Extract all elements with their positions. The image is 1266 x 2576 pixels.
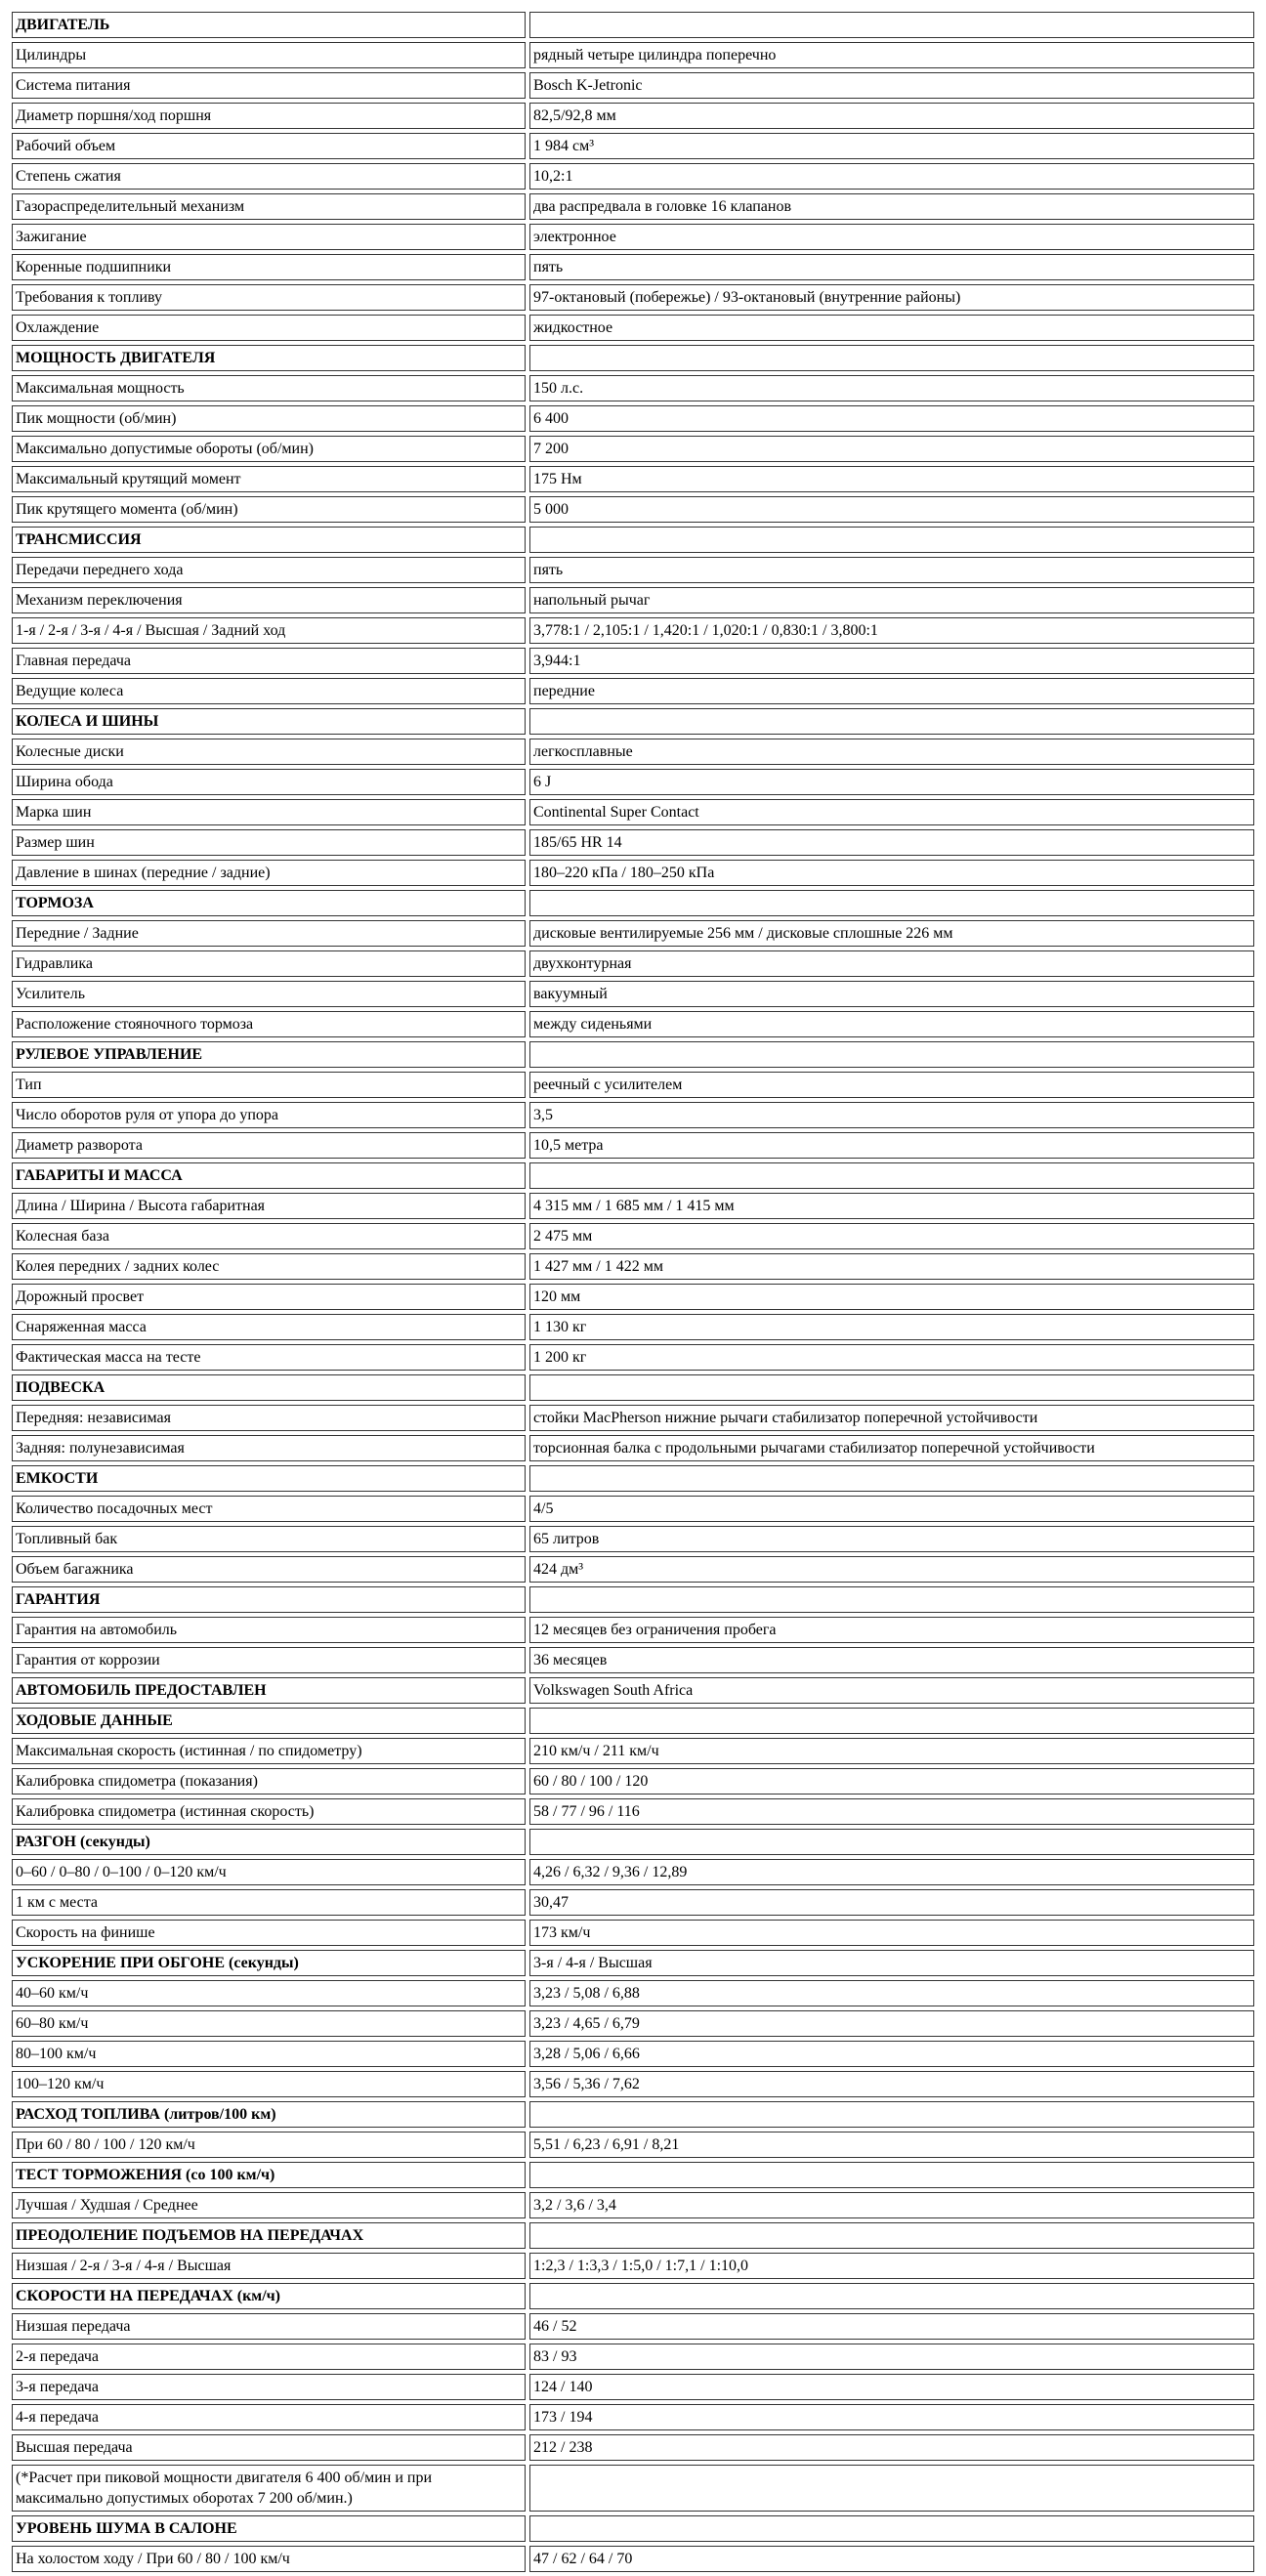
spec-value: 1 427 мм / 1 422 мм: [529, 1253, 1254, 1280]
spec-value: [529, 2222, 1254, 2249]
spec-value: 82,5/92,8 мм: [529, 103, 1254, 129]
section-title: УРОВЕНЬ ШУМА В САЛОНЕ: [12, 2515, 526, 2542]
spec-value: электронное: [529, 224, 1254, 250]
spec-label: Тип: [12, 1072, 526, 1098]
section-title: УСКОРЕНИЕ ПРИ ОБГОНЕ (секунды): [12, 1950, 526, 1976]
table-row: [12, 617, 1254, 644]
spec-value: 3,5: [529, 1102, 1254, 1128]
spec-label: Давление в шинах (передние / задние): [12, 860, 526, 886]
spec-value: 124 / 140: [529, 2374, 1254, 2400]
spec-value: [529, 2283, 1254, 2309]
table-row: [12, 981, 1254, 1007]
spec-value: 173 км/ч: [529, 1920, 1254, 1946]
table-row: [12, 1314, 1254, 1340]
table-row: [12, 1132, 1254, 1159]
spec-label: 4-я передача: [12, 2404, 526, 2430]
spec-label: Передачи переднего хода: [12, 557, 526, 583]
table-row: [12, 2434, 1254, 2461]
spec-value: [529, 708, 1254, 735]
section-title: СКОРОСТИ НА ПЕРЕДАЧАХ (км/ч): [12, 2283, 526, 2309]
section-title: ДВИГАТЕЛЬ: [12, 12, 526, 38]
spec-value: [529, 890, 1254, 916]
spec-value: 65 литров: [529, 1526, 1254, 1552]
spec-value: 1 200 кг: [529, 1344, 1254, 1371]
table-row: [12, 2404, 1254, 2430]
spec-label: Гарантия от коррозии: [12, 1647, 526, 1673]
spec-value: [529, 1586, 1254, 1613]
section-header-row: [12, 2162, 1254, 2188]
spec-value: 180–220 кПа / 180–250 кПа: [529, 860, 1254, 886]
table-row: [12, 1344, 1254, 1371]
section-title: РУЛЕВОЕ УПРАВЛЕНИЕ: [12, 1041, 526, 1068]
spec-value: 2 475 мм: [529, 1223, 1254, 1249]
table-row: [12, 2041, 1254, 2067]
spec-label: Передние / Задние: [12, 920, 526, 947]
spec-value: [529, 1465, 1254, 1492]
table-row: [12, 2546, 1254, 2572]
spec-value: [529, 2515, 1254, 2542]
spec-label: Фактическая масса на тесте: [12, 1344, 526, 1371]
table-row: [12, 103, 1254, 129]
spec-label: Размер шин: [12, 829, 526, 856]
table-row: [12, 950, 1254, 977]
spec-value: [529, 1041, 1254, 1068]
section-header-row: [12, 1374, 1254, 1401]
spec-value: [529, 1829, 1254, 1855]
section-title: ТЕСТ ТОРМОЖЕНИЯ (со 100 км/ч): [12, 2162, 526, 2188]
spec-value: 3,2 / 3,6 / 3,4: [529, 2192, 1254, 2218]
section-header-row: [12, 1829, 1254, 1855]
section-header-row: [12, 1708, 1254, 1734]
spec-value: [529, 345, 1254, 371]
section-header-row: [12, 708, 1254, 735]
spec-value: 5,51 / 6,23 / 6,91 / 8,21: [529, 2132, 1254, 2158]
spec-label: Диаметр поршня/ход поршня: [12, 103, 526, 129]
spec-label: Высшая передача: [12, 2434, 526, 2461]
spec-value: 10,2:1: [529, 163, 1254, 190]
section-title: ЕМКОСТИ: [12, 1465, 526, 1492]
spec-value: 3,23 / 4,65 / 6,79: [529, 2010, 1254, 2037]
table-row: [12, 1768, 1254, 1795]
spec-value: 150 л.с.: [529, 375, 1254, 401]
table-row: [12, 1284, 1254, 1310]
section-title: ХОДОВЫЕ ДАННЫЕ: [12, 1708, 526, 1734]
section-header-row: [12, 1950, 1254, 1976]
spec-label: Передняя: независимая: [12, 1405, 526, 1431]
spec-label: 1 км с места: [12, 1889, 526, 1916]
spec-label: Скорость на финише: [12, 1920, 526, 1946]
spec-value: Volkswagen South Africa: [529, 1677, 1254, 1704]
spec-label: Количество посадочных мест: [12, 1496, 526, 1522]
spec-label: 60–80 км/ч: [12, 2010, 526, 2037]
spec-label: Максимальная скорость (истинная / по спидометру): [12, 1738, 526, 1764]
section-header-row: [12, 2101, 1254, 2128]
spec-label: Главная передача: [12, 648, 526, 674]
spec-value: вакуумный: [529, 981, 1254, 1007]
spec-label: Система питания: [12, 72, 526, 99]
spec-label: На холостом ходу / При 60 / 80 / 100 км/ч: [12, 2546, 526, 2572]
spec-label: Число оборотов руля от упора до упора: [12, 1102, 526, 1128]
spec-label: Колея передних / задних колес: [12, 1253, 526, 1280]
spec-label: Объем багажника: [12, 1556, 526, 1583]
section-title: КОЛЕСА И ШИНЫ: [12, 708, 526, 735]
spec-value: реечный с усилителем: [529, 1072, 1254, 1098]
spec-label: Зажигание: [12, 224, 526, 250]
table-row: [12, 1889, 1254, 1916]
spec-value: 6 J: [529, 769, 1254, 795]
table-row: [12, 2344, 1254, 2370]
table-row: [12, 405, 1254, 432]
table-row: [12, 2132, 1254, 2158]
spec-value: торсионная балка с продольными рычагами стабилизатор поперечной устойчивости: [529, 1435, 1254, 1461]
table-row: [12, 860, 1254, 886]
spec-value: 7 200: [529, 436, 1254, 462]
spec-value: передние: [529, 678, 1254, 704]
spec-value: 3,944:1: [529, 648, 1254, 674]
spec-value: 12 месяцев без ограничения пробега: [529, 1617, 1254, 1643]
spec-label: Ведущие колеса: [12, 678, 526, 704]
table-row: [12, 1617, 1254, 1643]
table-row: [12, 2192, 1254, 2218]
spec-label: 1-я / 2-я / 3-я / 4-я / Высшая / Задний ход: [12, 617, 526, 644]
spec-value: 120 мм: [529, 1284, 1254, 1310]
table-row: [12, 375, 1254, 401]
table-row: [12, 1435, 1254, 1461]
table-row: [12, 1193, 1254, 1219]
spec-value: [529, 2162, 1254, 2188]
table-row: [12, 1496, 1254, 1522]
table-row: [12, 1102, 1254, 1128]
table-row: [12, 1738, 1254, 1764]
section-header-row: [12, 345, 1254, 371]
spec-value: 175 Нм: [529, 466, 1254, 492]
spec-value: 60 / 80 / 100 / 120: [529, 1768, 1254, 1795]
table-row: [12, 920, 1254, 947]
spec-table-body: [12, 12, 1254, 2572]
spec-value: 1:2,3 / 1:3,3 / 1:5,0 / 1:7,1 / 1:10,0: [529, 2253, 1254, 2279]
section-header-row: [12, 1677, 1254, 1704]
section-title: ПОДВЕСКА: [12, 1374, 526, 1401]
section-header-row: [12, 2283, 1254, 2309]
spec-label: 0–60 / 0–80 / 0–100 / 0–120 км/ч: [12, 1859, 526, 1885]
spec-value: напольный рычаг: [529, 587, 1254, 613]
spec-value: 97-октановый (побережье) / 93-октановый (внутренние районы): [529, 284, 1254, 311]
spec-value: [529, 2465, 1254, 2512]
section-title: ТОРМОЗА: [12, 890, 526, 916]
spec-label: Калибровка спидометра (истинная скорость): [12, 1798, 526, 1825]
spec-value: [529, 527, 1254, 553]
table-row: [12, 2374, 1254, 2400]
spec-value: двухконтурная: [529, 950, 1254, 977]
spec-label: Газораспределительный механизм: [12, 193, 526, 220]
table-row: [12, 557, 1254, 583]
section-title: ГАБАРИТЫ И МАССА: [12, 1162, 526, 1189]
spec-label: При 60 / 80 / 100 / 120 км/ч: [12, 2132, 526, 2158]
spec-label: Пик крутящего момента (об/мин): [12, 496, 526, 523]
spec-label: Длина / Ширина / Высота габаритная: [12, 1193, 526, 1219]
table-row: [12, 2465, 1254, 2512]
table-row: [12, 315, 1254, 341]
spec-label: Максимально допустимые обороты (об/мин): [12, 436, 526, 462]
section-header-row: [12, 1162, 1254, 1189]
spec-label: (*Расчет при пиковой мощности двигателя 6 400 об/мин и при максимально допустимых оборотах 7 200 об/мин.): [12, 2465, 526, 2512]
table-row: [12, 224, 1254, 250]
table-row: [12, 254, 1254, 280]
table-row: [12, 1920, 1254, 1946]
spec-label: Степень сжатия: [12, 163, 526, 190]
spec-label: Калибровка спидометра (показания): [12, 1768, 526, 1795]
section-header-row: [12, 12, 1254, 38]
section-header-row: [12, 2515, 1254, 2542]
spec-value: 47 / 62 / 64 / 70: [529, 2546, 1254, 2572]
table-row: [12, 1980, 1254, 2006]
spec-label: Низшая передача: [12, 2313, 526, 2340]
spec-value: пять: [529, 254, 1254, 280]
section-title: ПРЕОДОЛЕНИЕ ПОДЪЕМОВ НА ПЕРЕДАЧАХ: [12, 2222, 526, 2249]
section-header-row: [12, 1586, 1254, 1613]
table-row: [12, 829, 1254, 856]
spec-value: [529, 1162, 1254, 1189]
spec-value: дисковые вентилируемые 256 мм / дисковые сплошные 226 мм: [529, 920, 1254, 947]
table-row: [12, 72, 1254, 99]
spec-label: Требования к топливу: [12, 284, 526, 311]
table-row: [12, 2071, 1254, 2097]
spec-value: жидкостное: [529, 315, 1254, 341]
spec-label: Низшая / 2-я / 3-я / 4-я / Высшая: [12, 2253, 526, 2279]
section-title: АВТОМОБИЛЬ ПРЕДОСТАВЛЕН: [12, 1677, 526, 1704]
spec-label: Снаряженная масса: [12, 1314, 526, 1340]
spec-value: рядный четыре цилиндра поперечно: [529, 42, 1254, 68]
spec-label: Цилиндры: [12, 42, 526, 68]
table-row: [12, 587, 1254, 613]
spec-label: Усилитель: [12, 981, 526, 1007]
table-row: [12, 769, 1254, 795]
table-row: [12, 739, 1254, 765]
table-row: [12, 1859, 1254, 1885]
spec-label: Топливный бак: [12, 1526, 526, 1552]
spec-value: 6 400: [529, 405, 1254, 432]
spec-value: 36 месяцев: [529, 1647, 1254, 1673]
spec-value: два распредвала в головке 16 клапанов: [529, 193, 1254, 220]
spec-value: легкосплавные: [529, 739, 1254, 765]
table-row: [12, 1526, 1254, 1552]
spec-value: 1 130 кг: [529, 1314, 1254, 1340]
spec-label: Пик мощности (об/мин): [12, 405, 526, 432]
spec-label: 40–60 км/ч: [12, 1980, 526, 2006]
spec-value: 4,26 / 6,32 / 9,36 / 12,89: [529, 1859, 1254, 1885]
spec-value: 3,778:1 / 2,105:1 / 1,420:1 / 1,020:1 / 0,830:1 / 3,800:1: [529, 617, 1254, 644]
spec-label: Ширина обода: [12, 769, 526, 795]
spec-label: 2-я передача: [12, 2344, 526, 2370]
table-row: [12, 133, 1254, 159]
spec-value: [529, 1374, 1254, 1401]
spec-label: Гарантия на автомобиль: [12, 1617, 526, 1643]
spec-value: 46 / 52: [529, 2313, 1254, 2340]
table-row: [12, 2313, 1254, 2340]
spec-label: Дорожный просвет: [12, 1284, 526, 1310]
spec-value: 185/65 HR 14: [529, 829, 1254, 856]
spec-value: 3,28 / 5,06 / 6,66: [529, 2041, 1254, 2067]
table-row: [12, 2253, 1254, 2279]
table-row: [12, 1011, 1254, 1037]
section-header-row: [12, 2222, 1254, 2249]
spec-value: стойки MacPherson нижние рычаги стабилизатор поперечной устойчивости: [529, 1405, 1254, 1431]
section-header-row: [12, 1041, 1254, 1068]
table-row: [12, 496, 1254, 523]
spec-label: 100–120 км/ч: [12, 2071, 526, 2097]
spec-label: Марка шин: [12, 799, 526, 825]
table-row: [12, 466, 1254, 492]
table-row: [12, 436, 1254, 462]
spec-label: Максимальная мощность: [12, 375, 526, 401]
spec-value: 173 / 194: [529, 2404, 1254, 2430]
table-row: [12, 284, 1254, 311]
section-header-row: [12, 527, 1254, 553]
table-row: [12, 678, 1254, 704]
spec-value: 212 / 238: [529, 2434, 1254, 2461]
spec-label: Лучшая / Худшая / Среднее: [12, 2192, 526, 2218]
table-row: [12, 163, 1254, 190]
spec-value: 3,23 / 5,08 / 6,88: [529, 1980, 1254, 2006]
spec-value: 3,56 / 5,36 / 7,62: [529, 2071, 1254, 2097]
table-row: [12, 1223, 1254, 1249]
spec-value: 3-я / 4-я / Высшая: [529, 1950, 1254, 1976]
table-row: [12, 1253, 1254, 1280]
table-row: [12, 2010, 1254, 2037]
section-title: МОЩНОСТЬ ДВИГАТЕЛЯ: [12, 345, 526, 371]
section-title: ТРАНСМИССИЯ: [12, 527, 526, 553]
spec-value: Bosch K-Jetronic: [529, 72, 1254, 99]
spec-value: 4/5: [529, 1496, 1254, 1522]
section-header-row: [12, 890, 1254, 916]
table-row: [12, 1556, 1254, 1583]
spec-label: Рабочий объем: [12, 133, 526, 159]
spec-label: Максимальный крутящий момент: [12, 466, 526, 492]
spec-label: Гидравлика: [12, 950, 526, 977]
section-header-row: [12, 1465, 1254, 1492]
spec-value: 83 / 93: [529, 2344, 1254, 2370]
section-title: РАСХОД ТОПЛИВА (литров/100 км): [12, 2101, 526, 2128]
spec-value: 10,5 метра: [529, 1132, 1254, 1159]
spec-value: [529, 12, 1254, 38]
spec-table: [8, 8, 1258, 2576]
spec-value: 30,47: [529, 1889, 1254, 1916]
spec-label: Коренные подшипники: [12, 254, 526, 280]
spec-value: 424 дм³: [529, 1556, 1254, 1583]
spec-value: [529, 2101, 1254, 2128]
table-row: [12, 1647, 1254, 1673]
spec-value: 5 000: [529, 496, 1254, 523]
spec-label: Охлаждение: [12, 315, 526, 341]
spec-label: Колесные диски: [12, 739, 526, 765]
spec-value: 4 315 мм / 1 685 мм / 1 415 мм: [529, 1193, 1254, 1219]
table-row: [12, 799, 1254, 825]
spec-value: 1 984 см³: [529, 133, 1254, 159]
section-title: ГАРАНТИЯ: [12, 1586, 526, 1613]
table-row: [12, 42, 1254, 68]
spec-value: [529, 1708, 1254, 1734]
table-row: [12, 193, 1254, 220]
spec-value: между сиденьями: [529, 1011, 1254, 1037]
spec-value: Continental Super Contact: [529, 799, 1254, 825]
spec-label: Расположение стояночного тормоза: [12, 1011, 526, 1037]
spec-label: Колесная база: [12, 1223, 526, 1249]
table-row: [12, 1798, 1254, 1825]
spec-label: Механизм переключения: [12, 587, 526, 613]
spec-value: 58 / 77 / 96 / 116: [529, 1798, 1254, 1825]
table-row: [12, 1405, 1254, 1431]
spec-label: 3-я передача: [12, 2374, 526, 2400]
table-row: [12, 1072, 1254, 1098]
spec-value: 210 км/ч / 211 км/ч: [529, 1738, 1254, 1764]
spec-label: 80–100 км/ч: [12, 2041, 526, 2067]
spec-label: Диаметр разворота: [12, 1132, 526, 1159]
section-title: РАЗГОН (секунды): [12, 1829, 526, 1855]
spec-label: Задняя: полунезависимая: [12, 1435, 526, 1461]
spec-value: пять: [529, 557, 1254, 583]
table-row: [12, 648, 1254, 674]
